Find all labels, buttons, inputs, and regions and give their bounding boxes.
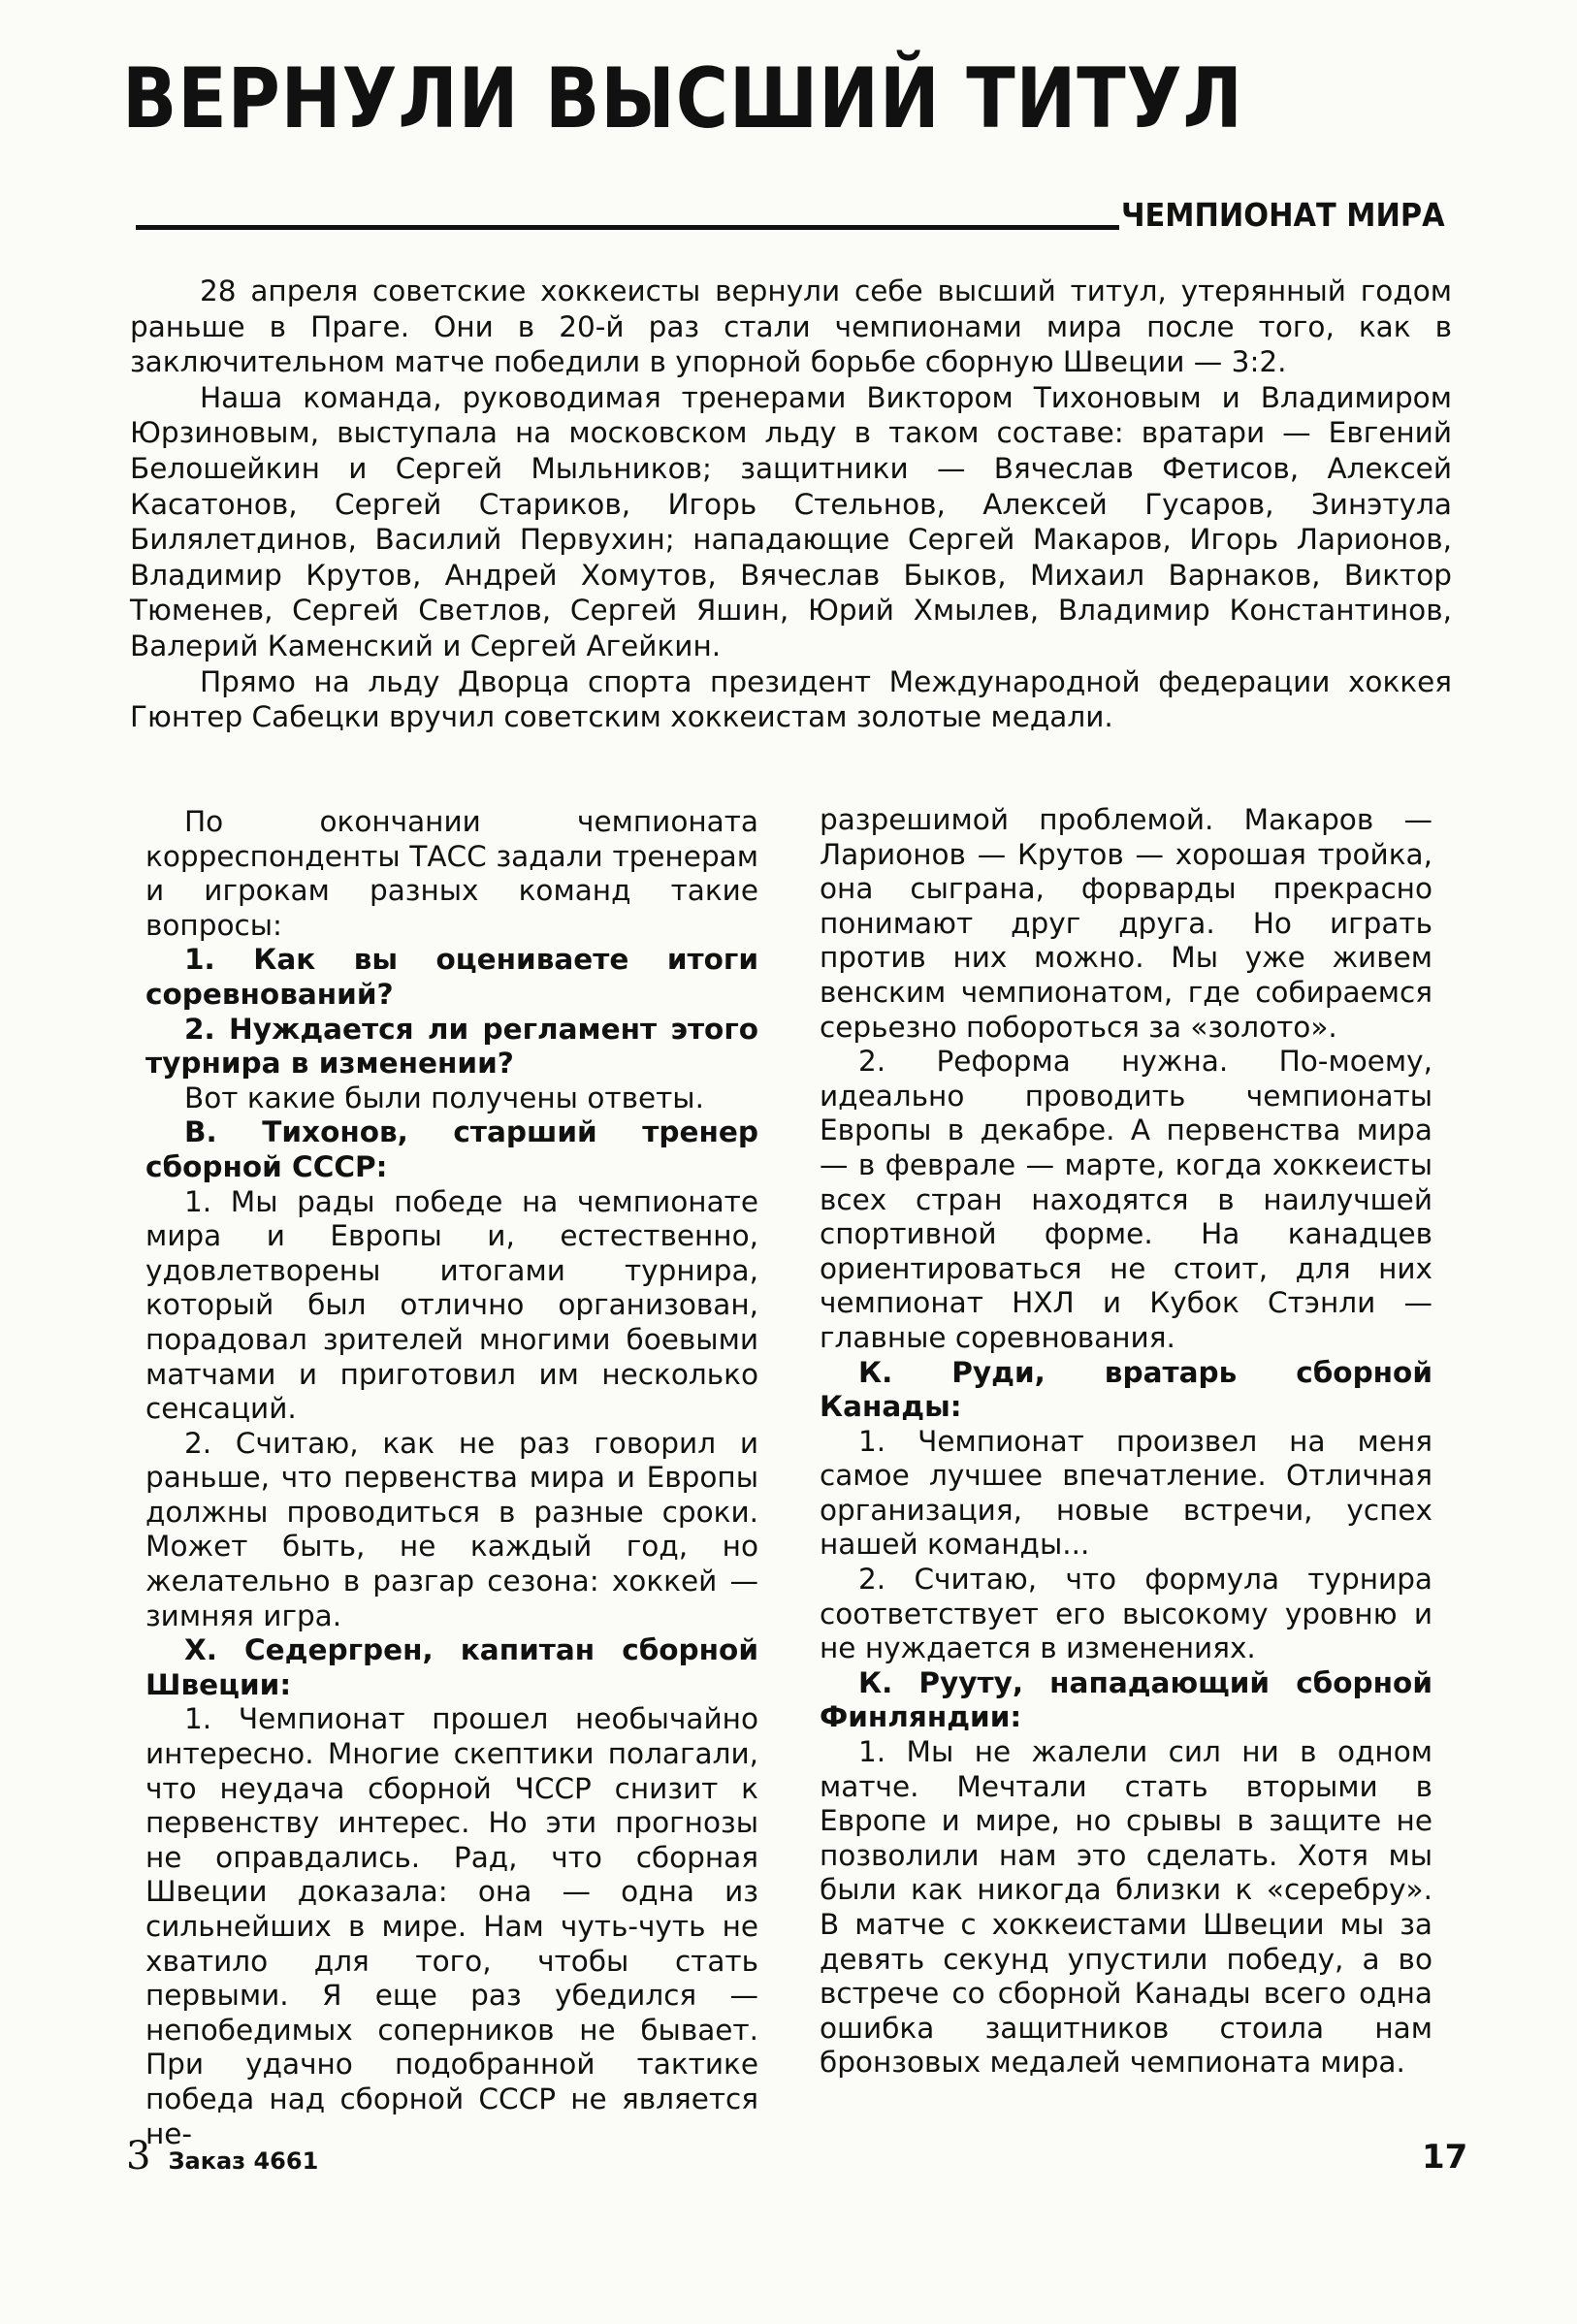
question-2: 2. Нуждается ли регламент этого турнира в изменении? (145, 1012, 758, 1081)
lead-paragraphs (130, 274, 1452, 735)
lead-paragraph: Наша команда, руководимая тренерами Виктором Тихоновым и Владимиром Юрзиновым, выступала на московском льду в таком составе: вратари — Евгений Белошейкин и Сергей Мыльников; защитники — Вячеслав Фетисов, Алексей Касатонов, Сергей Стариков, Игорь Стельнов, Алексей Гусаров, Зинэтула Билялетдинов, Василий Первухин; нападающие Сергей Макаров, Игорь Ларионов, Владимир Крутов, Андрей Хомутов, Вячеслав Быков, Михаил Варнаков, Виктор Тюменев, Сергей Светлов, Сергей Яшин, Юрий Хмылев, Владимир Константинов, Валерий Каменский и Сергей Агейкин. (130, 380, 1452, 662)
article-title: ВЕРНУЛИ ВЫСШИЙ ТИТУЛ (122, 50, 1243, 147)
order-number: Заказ 4661 (168, 2147, 319, 2175)
answer-paragraph: 2. Реформа нужна. По-моему, идеально проводить чемпионаты Европы в декабре. А первенства мира — в феврале — марте, когда хоккеисты всех стран находятся в наилучшей спортивной форме. На канадцев ориентироваться не стоит, для них чемпионат НХЛ и Кубок Стэнли — главные соревнования. (820, 1045, 1432, 1354)
answer-paragraph: 1. Мы не жалели сил ни в одном матче. Мечтали стать вторыми в Европе и мире, но срывы в защите не позволили нам это сделать. Хотя мы были как никогда близки к «серебру». В матче с хоккеистами Швеции мы за девять секунд упустили победу, а во встрече со сборной Канады всего одна ошибка защитников стоила нам бронзовых медалей чемпионата мира. (820, 1735, 1432, 2080)
answer-paragraph: 1. Чемпионат произвел на меня самое лучшее впечатление. Отличная организация, новые встречи, успех нашей команды... (820, 1424, 1432, 1562)
left-column (145, 805, 758, 2151)
lead-paragraph: Прямо на льду Дворца спорта президент Международной федерации хоккея Гюнтер Сабецки вручил советским хоккеистам золотые медали. (130, 664, 1452, 734)
page-number: 17 (1422, 2138, 1468, 2177)
print-signature (126, 2134, 318, 2179)
speaker-sedergren: Х. Седергрен, капитан сборной Швеции: (145, 1633, 758, 1701)
answer-paragraph: 2. Считаю, что формула турнира соответствует его высокому уровню и не нуждается в изменениях. (820, 1563, 1432, 1665)
answer-paragraph: 1. Мы рады победе на чемпионате мира и Европы и, естественно, удовлетворены итогами турнира, который был отлично организован, порадовал зрителей многими боевыми матчами и приготовил им несколько сенсаций. (145, 1184, 758, 1426)
answers-intro: Вот какие были получены ответы. (184, 1081, 704, 1114)
right-column (820, 803, 1432, 2081)
answer-continuation: разрешимой проблемой. Макаров — Ларионов — Крутов — хорошая тройка, она сыграна, форварды прекрасно понимают друг друга. Но играть против них можно. Мы уже живем венским чемпионатом, где собираемся серьезно побороться за «золото». (820, 803, 1432, 1044)
speaker-tikhonov: В. Тихонов, старший тренер сборной СССР: (145, 1115, 758, 1183)
interview-intro: По окончании чемпионата корреспонденты ТАСС задали тренерам и игрокам разных команд такие вопросы: (145, 805, 758, 942)
speaker-ruutu: К. Рууту, нападающий сборной Финляндии: (820, 1665, 1432, 1734)
section-label: ЧЕМПИОНАТ МИРА (1121, 196, 1445, 234)
signature-number: 3 (126, 2134, 151, 2179)
answer-paragraph: 1. Чемпионат прошел необычайно интересно. Многие скептики полагали, что неудача сборной ЧССР снизит к первенству интерес. Но эти прогнозы не оправдались. Рад, что сборная Швеции доказала: она — одна из сильнейших в мире. Нам чуть-чуть не хватило для того, чтобы стать первыми. Я еще раз убедился — непобедимых соперников не бывает. При удачно подобранной тактике победа над сборной СССР не является не- (145, 1702, 758, 2150)
answer-paragraph: 2. Считаю, как не раз говорил и раньше, что первенства мира и Европы должны проводиться в разные сроки. Может быть, не каждый год, но желательно в разгар сезона: хоккей — зимняя игра. (145, 1426, 758, 1632)
speaker-rudi: К. Руди, вратарь сборной Канады: (820, 1355, 1432, 1424)
lead-paragraph: 28 апреля советские хоккеисты вернули себе высший титул, утерянный годом раньше в Праге. Они в 20-й раз стали чемпионами мира после того, как в заключительном матче победили в упорной борьбе сборную Швеции — 3:2. (130, 274, 1452, 379)
question-1: 1. Как вы оцениваете итоги соревнований? (145, 943, 758, 1011)
header-rule (136, 225, 1119, 230)
